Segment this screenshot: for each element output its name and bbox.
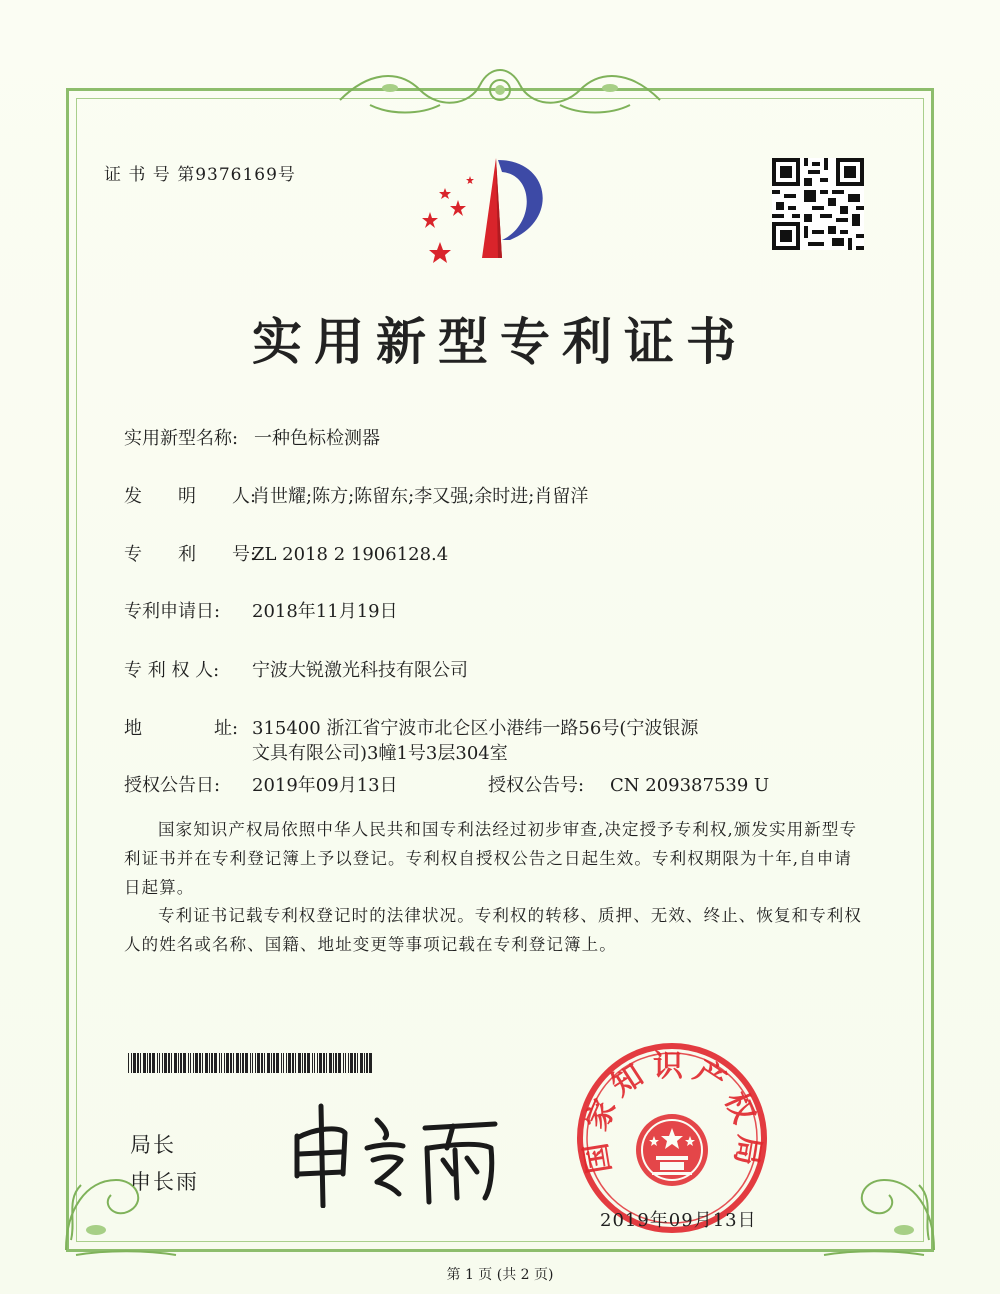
field-label: 实用新型名称:	[124, 428, 239, 449]
field-value: CN 209387539 U	[610, 775, 770, 796]
utility-model-name-row	[124, 424, 380, 450]
signature-icon	[285, 1098, 505, 1208]
field-label: 发 明 人:	[124, 486, 257, 507]
bottom-right-ornament-icon	[814, 1150, 944, 1260]
issue-date: 2019年09月13日	[600, 1210, 757, 1231]
application-date-row	[124, 597, 398, 623]
field-label: 专 利 号:	[124, 544, 257, 565]
field-value: 315400 浙江省宁波市北仑区小港纬一路56号(宁波银源	[252, 718, 699, 739]
certificate-number: 证 书 号 第9376169号	[104, 165, 296, 185]
field-label: 专利申请日:	[124, 601, 221, 622]
grant-date-row	[124, 771, 398, 797]
patent-number-row	[124, 540, 448, 566]
field-value: 宁波大锐激光科技有限公司	[252, 660, 468, 681]
patentee-row	[124, 656, 468, 682]
top-ornament-icon	[330, 60, 670, 120]
field-value: 肖世耀;陈方;陈留东;李又强;余时进;肖留洋	[252, 486, 589, 507]
director-title: 局长	[130, 1133, 176, 1157]
notice-paragraph-1: 国家知识产权局依照中华人民共和国专利法经过初步审查,决定授予专利权,颁发实用新型专利证书并在专利登记簿上予以登记。专利权自授权公告之日起生效。专利权期限为十年,自申请日起算。	[124, 820, 858, 897]
page-number: 第 1 页 (共 2 页)	[446, 1267, 554, 1283]
field-label: 地 址:	[124, 718, 239, 739]
seal-text: 国家知识产权局	[577, 1048, 767, 1176]
address-row-continued	[252, 739, 508, 765]
grant-number-row	[488, 771, 769, 797]
notice-paragraph-2: 专利证书记载专利权登记时的法律状况。专利权的转移、质押、无效、终止、恢复和专利权人的姓名或名称、国籍、地址变更等事项记载在专利登记簿上。	[124, 906, 862, 954]
field-value: 一种色标检测器	[254, 428, 380, 449]
field-label: 授权公告日:	[124, 775, 221, 796]
barcode-icon	[128, 1053, 372, 1073]
field-label: 授权公告号:	[488, 775, 585, 796]
director-name: 申长雨	[130, 1170, 199, 1194]
field-value: 文具有限公司)3幢1号3层304室	[252, 743, 508, 764]
field-value: ZL 2018 2 1906128.4	[252, 544, 449, 565]
field-value: 2019年09月13日	[252, 775, 398, 796]
qr-code-icon	[772, 158, 864, 250]
patent-emblem-icon	[410, 150, 560, 270]
field-label: 专 利 权 人:	[124, 660, 220, 681]
address-row	[124, 714, 698, 740]
field-value: 2018年11月19日	[252, 601, 398, 622]
inventor-row	[124, 482, 588, 508]
certificate-title: 实用新型专利证书	[252, 312, 748, 371]
